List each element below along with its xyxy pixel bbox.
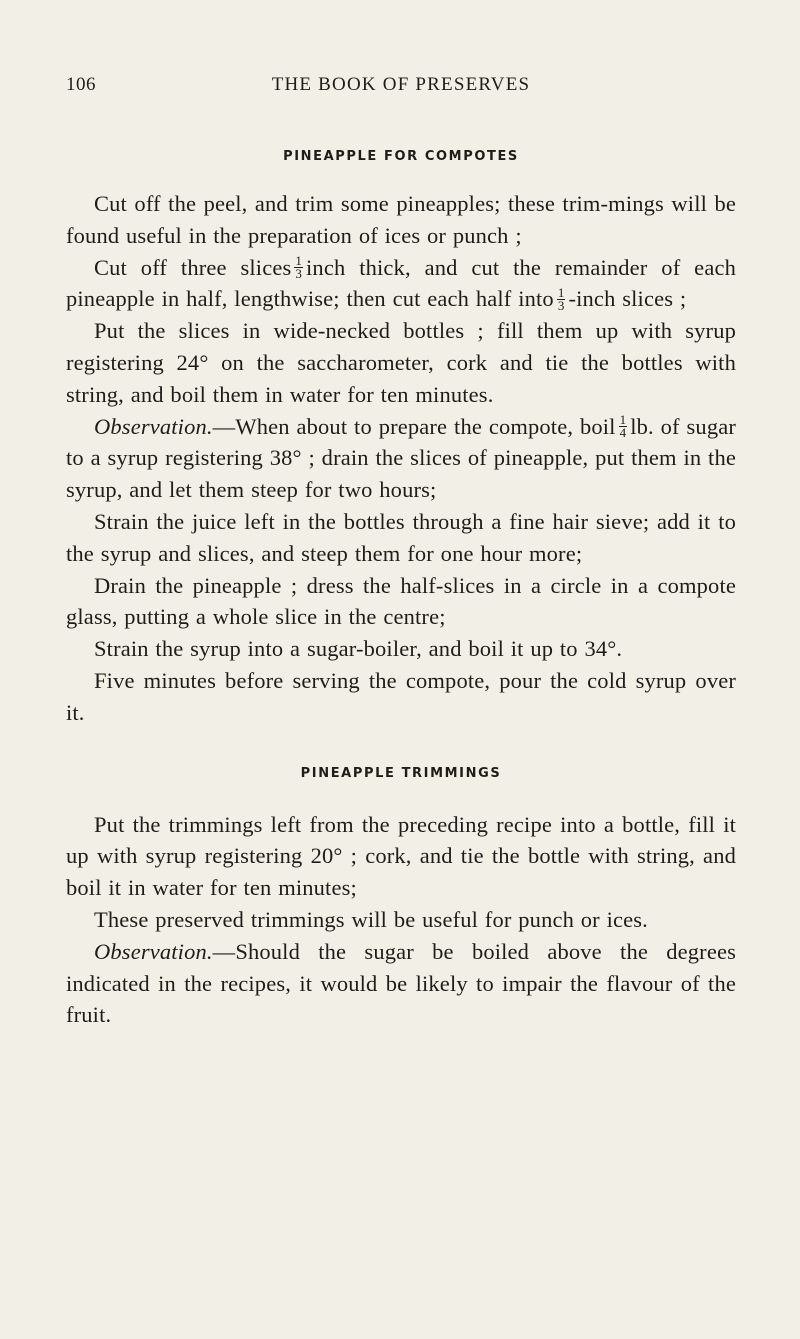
paragraph bbox=[66, 936, 736, 1031]
paragraph-text: —When about to prepare the compote, boil bbox=[212, 413, 616, 439]
paragraph-text: These preserved trimmings will be useful for punch or ices. bbox=[94, 906, 648, 932]
paragraph-text: —Should the sugar be boiled above the degrees indicated in the recipes, it would be likely to impair the flavour of the fruit. bbox=[66, 938, 736, 1028]
fraction-denominator: 3 bbox=[557, 297, 565, 313]
fraction-numerator: 1 bbox=[619, 411, 627, 427]
fraction bbox=[619, 411, 628, 440]
paragraph-text: Cut off the peel, and trim some pineapples; these trim-mings will be found useful in the preparation of ices or punch ; bbox=[66, 191, 736, 248]
fraction-numerator: 1 bbox=[557, 284, 565, 300]
paragraph-text: lb. of sugar to a syrup registering 38° ; drain the slices of pineapple, put them in the syrup, and let them steep for two hours; bbox=[66, 413, 737, 503]
observation-label: Observation. bbox=[94, 938, 213, 964]
paragraph-text: Drain the pineapple ; dress the half-slices in a circle in a compote glass, putting a whole slice in the centre; bbox=[66, 572, 736, 630]
paragraph bbox=[66, 809, 736, 904]
section-heading-pineapple-trimmings: PINEAPPLE TRIMMINGS bbox=[300, 765, 502, 781]
page-number: 106 bbox=[66, 74, 96, 95]
fraction-denominator: 4 bbox=[619, 424, 627, 440]
paragraph bbox=[66, 252, 736, 316]
paragraph bbox=[66, 904, 736, 936]
book-title: THE BOOK OF PRESERVES bbox=[271, 74, 531, 95]
fraction bbox=[294, 252, 303, 281]
paragraph-text: -inch slices ; bbox=[568, 286, 687, 312]
paragraph-text: Put the trimmings left from the preceding recipe into a bottle, fill it up with syrup registering 20° ; cork, and tie the bottle with string, and boil it in water for ten minutes; bbox=[66, 811, 736, 901]
paragraph bbox=[66, 315, 736, 410]
fraction-numerator: 1 bbox=[295, 252, 303, 268]
fraction bbox=[557, 284, 566, 313]
paragraph-text: Strain the syrup into a sugar-boiler, and boil it up to 34°. bbox=[94, 636, 623, 662]
running-head bbox=[66, 74, 736, 102]
paragraph-text: Cut off three slices bbox=[94, 254, 292, 280]
paragraph-text: Put the slices in wide-necked bottles ; fill them up with syrup registering 24° on the saccharometer, cork and tie the bottles with string, and boil them in water for ten minutes. bbox=[66, 318, 736, 407]
paragraph bbox=[66, 411, 736, 506]
paragraph bbox=[66, 633, 736, 665]
paragraph-text: Five minutes before serving the compote, pour the cold syrup over it. bbox=[66, 667, 736, 725]
section-heading-pineapple-for-compotes: PINEAPPLE FOR COMPOTES bbox=[283, 149, 519, 164]
fraction-denominator: 3 bbox=[295, 265, 303, 281]
page-content bbox=[66, 144, 736, 1031]
paragraph-text: Strain the juice left in the bottles through a fine hair sieve; add it to the syrup and slices, and steep them for one hour more; bbox=[66, 508, 736, 566]
paragraph bbox=[66, 188, 736, 252]
paragraph-text: inch thick, and cut the remainder of each pineapple in half, lengthwise; then cut each half into bbox=[66, 254, 736, 312]
paragraph bbox=[66, 570, 736, 634]
paragraph bbox=[66, 665, 736, 729]
observation-label: Observation. bbox=[94, 413, 213, 439]
paragraph bbox=[66, 506, 736, 570]
